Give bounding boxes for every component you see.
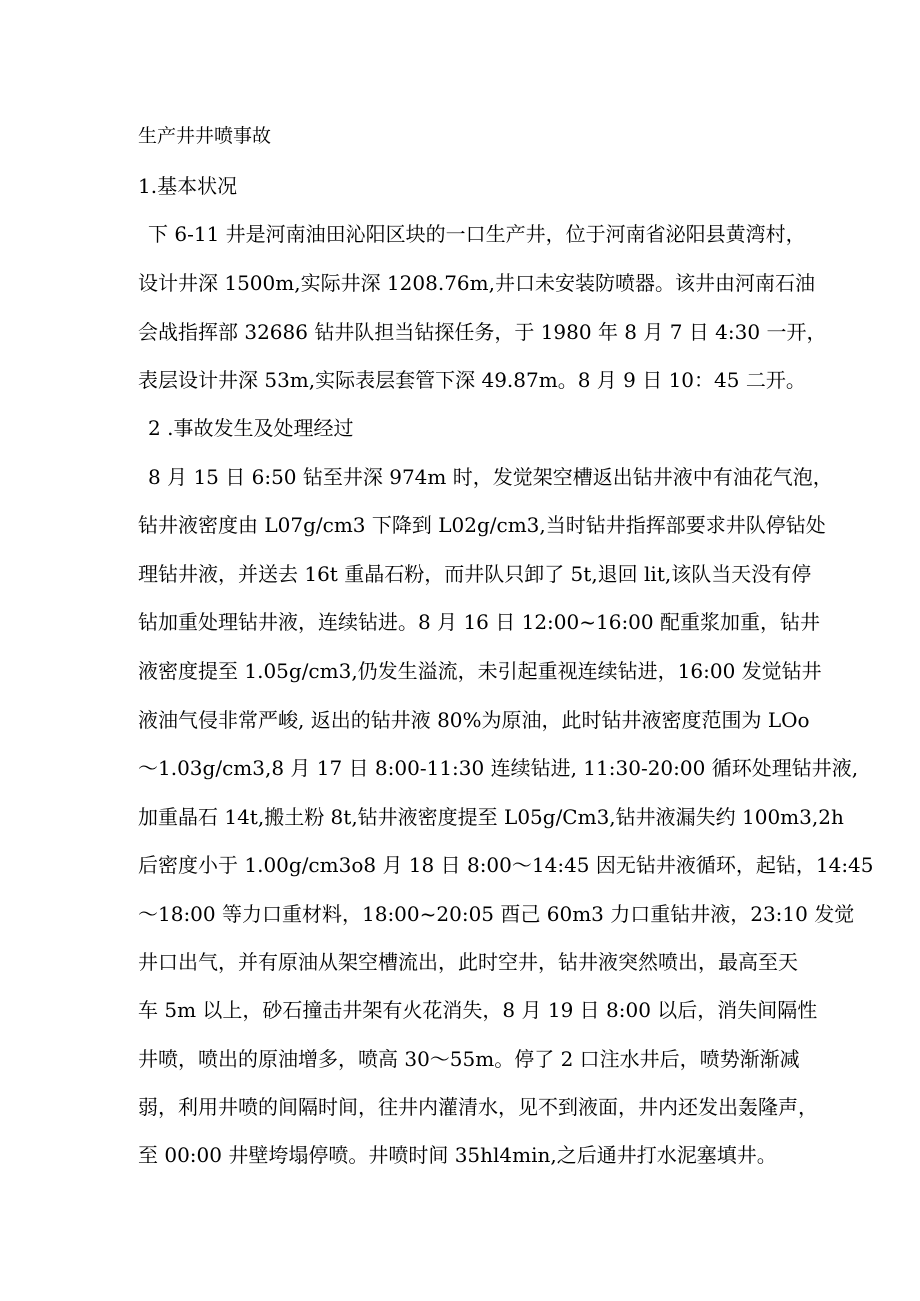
section-2-line: 加重晶石 14t,搬土粉 8t,钻井液密度提至 L05g∕Cm3,钻井液漏失约 100m3,2h [138,805,844,829]
section-1-line: 表层设计井深 53m,实际表层套管下深 49.87m。8 月 9 日 10：45 二开。 [138,368,806,392]
section-1-line: 会战指挥部 32686 钻井队担当钻探任务，于 1980 年 8 月 7 日 4:30 一开， [138,320,827,344]
section-1-heading: 1.基本状况 [138,174,238,198]
section-2-line: 液密度提至 1.05g∕cm3,仍发生溢流，未引起重视连续钻进，16:00 发觉钻井 [138,659,822,683]
section-2-heading: 2 .事故发生及处理经过 [148,416,354,440]
section-2-line: 井口出气，并有原油从架空槽流出，此时空井，钻井液突然喷出，最高至天 [138,950,798,974]
section-2-line: 8 月 15 日 6:50 钻至井深 974m 时，发觉架空槽返出钻井液中有油花气泡， [148,465,833,489]
section-2-line: 至 00:00 井壁垮塌停喷。井喷时间 35hl4min,之后通井打水泥塞填井。 [138,1143,777,1167]
document-title: 生产井井喷事故 [138,125,272,147]
section-2-line: 钻井液密度由 L07g∕cm3 下降到 L02g∕cm3,当时钻井指挥部要求井队停钻处 [138,513,826,537]
section-2-line: 液油气侵非常严峻, 返出的钻井液 80%为原油，此时钻井液密度范围为 LOo [138,708,810,732]
section-2-line: 弱，利用井喷的间隔时间，往井内灌清水，见不到液面，井内还发出轰隆声， [138,1095,818,1119]
section-1-line: 设计井深 1500m,实际井深 1208.76m,井口未安装防喷器。该井由河南石油 [138,271,815,295]
section-2-line: 车 5m 以上，砂石撞击井架有火花消失，8 月 19 日 8:00 以后，消失间隔性 [138,998,818,1022]
section-2-line: ～18:00 等力口重材料，18:00~20:05 酉己 60m3 力口重钻井液，23:10 发觉 [138,902,855,926]
section-2-line: 井喷，喷出的原油增多，喷高 30～55m。停了 2 口注水井后，喷势渐渐减 [138,1047,800,1071]
section-2-line: 理钻井液，并送去 16t 重晶石粉，而井队只卸了 5t,退回 lit,该队当天没有停 [138,562,812,586]
section-1-line: 下 6-11 井是河南油田沁阳区块的一口生产井，位于河南省泌阳县黄湾村， [148,222,806,246]
section-2-line: 钻加重处理钻井液，连续钻进。8 月 16 日 12:00~16:00 配重浆加重，钻井 [138,610,820,634]
section-2-line: ～1.03g∕cm3,8 月 17 日 8:00-11:30 连续钻进, 11:30-20:00 循环处理钻井液, [138,756,859,780]
section-2-line: 后密度小于 1.00g∕cm3o8 月 18 日 8:00～14:45 因无钻井液循环，起钻，14:45 [138,853,874,877]
